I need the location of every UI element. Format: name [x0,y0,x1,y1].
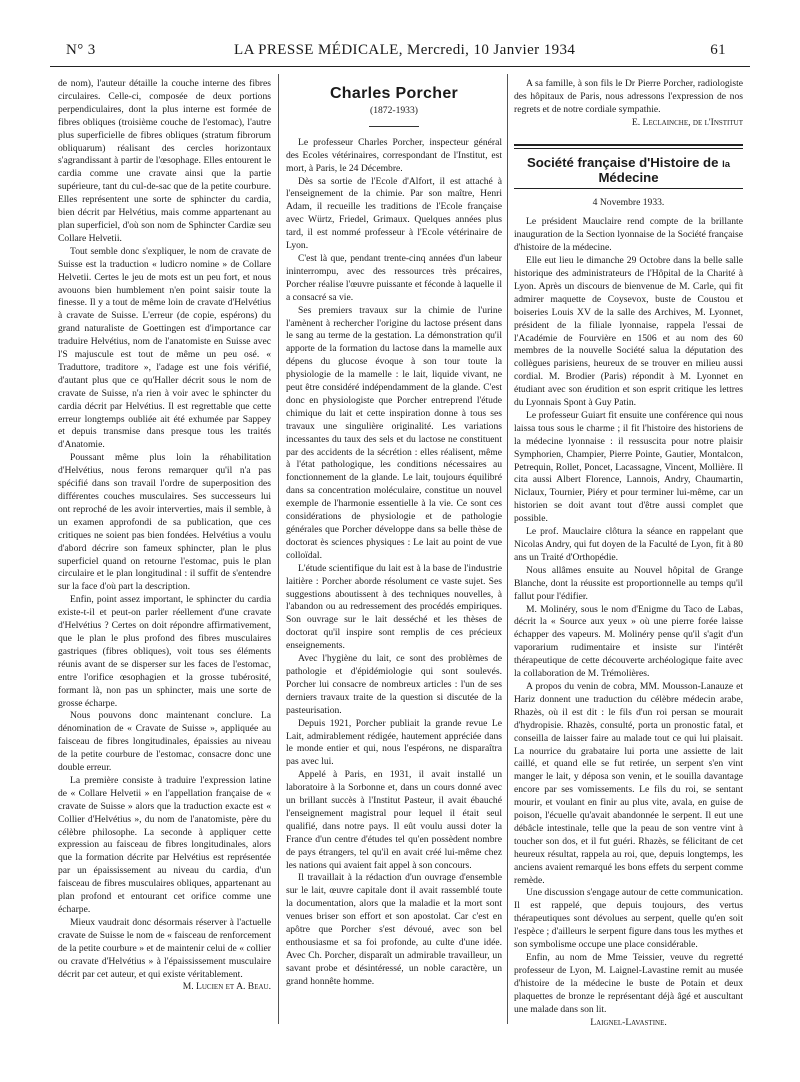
column-1 [58,78,271,994]
paragraph: Le professeur Guiart fit ensuite une conférence qui nous laissa tous sous le charme ; il fit l'histoire des historiens de la médecine lyonnaise : il ressuscita pour notre plaisir Symphorien, Champier, Pierre Pointe, Gautier, Montalcon, Petrequin, Rollet, Poncet, Lacassagne, Vincent, Mollière. Il cita aussi Albert Florence, Lannois, Andry, Chaumartin, Niclaux, Tournier, Piéry et pour terminer lui-même, car un historien se doit avant tout d'être aussi complet que possible. [514,409,743,525]
title-rule [369,126,419,127]
obituary-title: Charles Porcher [329,85,459,102]
section-title: Société française d'Histoire de la Médecine [526,154,731,185]
paragraph: A sa famille, à son fils le Dr Pierre Porcher, radiologiste des hôpitaux de Paris, nous adressons l'expression de nos regrets et de notre cordiale sympathie. [514,78,743,115]
paragraph: Elle eut lieu le dimanche 29 Octobre dans la belle salle historique des administrateurs de l'Hôpital de la Charité à Lyon. Après un discours de bienvenue de M. Carle, qui fit admirer maquette de Coysevox, buste de Coustou et boiseries Louis XV de la salle des Archives, M. Lyonnet, président de la filiale lyonnaise, rappela l'essai de l'Académie de Fourvière en 1506 et au nom des 60 membres de la nouvelle Société salua la députation des collègues parisiens, heureux de se trouver en milieu aussi cordial. M. Brodier (Paris) répondit à M. Lyonnet en étudiant avec son érudition et son esprit critique les lettres du Lyonnais Spont à Guy Patin. [514,255,743,409]
page-header [66,42,726,64]
section-rule [514,188,743,189]
column-2 [286,78,502,989]
paragraph: Ses premiers travaux sur la chimie de l'urine l'amènent à rechercher l'origine du lactose présent dans le sang au terme de la gestation. La démonstration qu'il apporte de la formation du lactose dans la mamelle aux dépens du glucose évoque à son tour toute la physiologie de la mamelle : le lait, liquide vivant, ne peut être considéré indépendamment de la glande. C'est donc en physiologiste que Porcher entreprend l'étude chimique du lait et cette inspiration donne à tous ses travaux une singulière originalité. Les variations incessantes du taux des sels et du lactose ne constituent par des accidents de la sécrétion : elles réalisent, même à l'état pathologique, les conditions nécessaires au fonctionnement de la glande. Le lait, toujours équilibré dans sa concentration moléculaire, constitue un nouvel exemple de l'harmonie essentielle à la vie. Ce sont ces considérations de physiologie et de pathologie générales que Porcher développe dans sa belle thèse de doctorat ès sciences physiques : Le lait au point de vue colloïdal. [286,304,502,561]
paragraph: Depuis 1921, Porcher publiait la grande revue Le Lait, admirablement rédigée, hautement appréciée dans le monde entier et qui, nous l'espérons, ne disparaîtra pas avec lui. [286,717,502,768]
paragraph: Nous pouvons donc maintenant conclure. La dénomination de « Cravate de Suisse », appliquée au faisceau de fibres longitudinales, épaissies au niveau de la petite courbure de l'estomac, consacre donc une double erreur. [58,710,271,774]
page-number: 61 [710,42,726,58]
section-rule [514,148,743,149]
section-rule [514,144,743,146]
paragraph: M. Molinéry, sous le nom d'Enigme du Taco de Labas, décrit la « Source aux yeux » où une pierre forée laisse échapper des vapeurs. M. Molinéry pense qu'il s'agit d'un vaporarium rudimentaire et insiste sur l'intérêt thérapeutique de cette découverte archéologique faite avec la collaboration de M. Trémolières. [514,603,743,680]
column-divider [278,74,279,1024]
paragraph: de nom), l'auteur détaille la couche interne des fibres circulaires. Celle-ci, composée de deux portions perpendiculaires, dont la plus interne est formée de fibres obliques (troisième couche de l'estomac), l'autre plus superficielle de fibres obliques (stratum fibrorum obliquarum) réalisant des cercles horizontaux s'agrandissant à partir de l'œsophage. Elles entourent le cardia comme une cravate ainsi que la partie supérieure, tant du cul-de-sac que de la petite courbure. Elles représentent une sorte de sphincter du cardia, bien décrit par Helvétius, mais comme appartenant au plan superficiel, d'où son nom de Sphincter Cardiæ seu Collare Helvetii. [58,78,271,244]
paragraph: Tout semble donc s'expliquer, le nom de cravate de Suisse est la traduction « ludicro nomine » de Collare Helvetii. Certes le jeu de mots est un peu fort, et nous avouons bien humblement n'en point saisir toute la finesse. Il y a tout de même loin de cravate d'Helvétius à cravate de Suisse. L'erreur (de copie, espérons) du grand naturaliste de Goettingen est d'importance car traduire Helvétius, nom de l'anatomiste en Suisse avec l'S majuscule est tout de même un peu osé. « Traduttore, traditore », l'adage est une fois vérifié, d'autant plus que ce qu'Haller décrit sous le nom de cravate de Suisse, n'a rien à voir avec le sphincter du cardia décrit par Helvétius. Il est regrettable que cette erreur longtemps oubliée ait été exhumée par Sappey et depuis transmise dans presque tous les traités d'Anatomie. [58,245,271,451]
paragraph: Le président Mauclaire rend compte de la brillante inauguration de la Section lyonnaise de la Société française d'histoire de la médecine. [514,216,743,254]
paragraph: Enfin, point assez important, le sphincter du cardia existe-t-il et peut-on parler réellement d'une cravate d'Helvétius ? Certes on doit répondre affirmativement, que le plan le plus profond des fibres musculaires gastriques (fibres obliques), voit tous ses éléments réunis avant de se disperser sur les faces de l'estomac, entre l'orifice œsophagien et la grosse tubérosité, formant là, non pas un sphincter, mais une sorte de grosse écharpe. [58,594,271,709]
paragraph: Il travaillait à la rédaction d'un ouvrage d'ensemble sur le lait, œuvre capitale dont il avait rassemblé toute la documentation, alors que la maladie et la mort sont venues briser son effort et son apostolat. Car c'est en apôtre que Porcher s'est dévoué, avec son bel enthousiasme et sa foi profonde, au culte d'une idée. Avec Ch. Porcher, disparaît un admirable travailleur, un savant probe et désintéressé, un noble caractère, un grand honnête homme. [286,872,502,987]
column-divider [507,74,508,1024]
journal-title: LA PRESSE MÉDICALE, Mercredi, 10 Janvier 1934 [234,42,576,58]
article-signature: M. Lucien et A. Beau. [182,981,271,993]
paragraph: Nous allâmes ensuite au Nouvel hôpital de Grange Blanche, dont la réussite est proportionnelle au temps qu'il fallut pour l'édifier. [514,564,743,602]
paragraph: Le prof. Mauclaire clôtura la séance en rappelant que Nicolas Andry, qui fut doyen de la Faculté de Lyon, fit à 80 ans un Traité d'Orthopédie. [514,526,743,563]
article-signature: Laignel-Lavastine. [590,1016,667,1028]
paragraph: Appelé à Paris, en 1931, il avait installé un laboratoire à la Sorbonne et, dans un cours donné avec un brillant succès à l'Institut Pasteur, il avait ébauché l'enseignement magistral pour lequel il était seul qualifié, dans notre pays. Il eût voulu aussi doter la France d'un centre d'études tel qu'en possèdent nombre de pays étrangers, tel qu'il en avait créé lui-même chez les nations qui avaient fait appel à son concours. [286,769,502,871]
column-3 [514,78,743,1029]
paragraph: La première consiste à traduire l'expression latine de « Collare Helvetii » en l'appellation française de « cravate de Suisse » alors que la traduction exacte est « Collier d'Helvétius », du nom de l'anatomiste, père du célèbre philosophe. La seconde à appliquer cette expression au faisceau de fibres longitudinales, alors que la formation décrite par Helvétius est représentée par un épaississement au niveau du cardia, d'un faisceau de fibres musculaires obliques, appartenant au plan profond et entourant cet orifice comme une écharpe. [58,774,271,915]
paragraph: A propos du venin de cobra, MM. Mousson-Lanauze et Hariz donnent une traduction du célèbre médecin arabe, Rhazès, où il est dit : le fils d'un roi persan se mourait d'hydropisie. Rhazès, consulté, porta un pronostic fatal, et conseilla de laisser faire au malade tout ce qui lui plaisait. La nourrice du grabataire lui porta une assiette de lait caillé, et quand elle se fut retirée, un serpent s'en vint manger le lait, y déposa son venin, et le souilla davantage encore par ses vomissements. Le fils du roi, se sentant mourir, et voulant en finir au plus vite, avala, en guise de poison, l'écuelle qu'avait abandonnée le serpent. Il eut une débâcle intestinale, telle que la peau de son ventre vint à toucher son dos, et il fut guéri. Rhazès, se félicitant de cet heureux résultat, rappela au roi, que, depuis longtemps, les anciens avaient remarqué les bons effets du serpent comme remède. [514,680,743,886]
paragraph: Enfin, au nom de Mme Teissier, veuve du regretté professeur de Lyon, M. Laignel-Lavastine remit au musée d'histoire de la médecine le buste de Potain et deux plaquettes de bronze le représentant déjà âgé et auscultant une malade dans son lit. [514,952,743,1015]
article-signature: E. Leclainche, de l'Institut [631,116,743,128]
paragraph: L'étude scientifique du lait est à la base de l'industrie laitière : Porcher aborde résolument ce vaste sujet. Ses suggestions aboutissent à des techniques nouvelles, à l'abandon ou au redressement des procédés empiriques. Son ouvrage sur le lait desséché et les thèses de doctorat qu'il inspire sont remplis de ces précieux enseignements. [286,562,502,652]
obituary-dates: (1872-1933) [370,104,418,116]
paragraph: Mieux vaudrait donc désormais réserver à l'actuelle cravate de Suisse le nom de « faisceau de renforcement de la petite courbure » et de maintenir celui de « collier ou cravate d'Helvétius » à l'épaississement musculaire décrit par cet auteur, et qui existe véritablement. [58,916,271,980]
paragraph: Le professeur Charles Porcher, inspecteur général des Ecoles vétérinaires, correspondant de l'Institut, est mort, à Paris, le 24 Décembre. [286,136,502,174]
issue-number: N° 3 [66,42,96,58]
header-rule [50,66,750,67]
session-date: 4 Novembre 1933. [592,197,665,209]
paragraph: Une discussion s'engage autour de cette communication. Il est rappelé, que depuis toujours, des vertus thérapeutiques sont dévolues au serpent, quelle qu'en soit l'espèce ; d'ailleurs le serpent figure dans tous les mythes et son symbolisme occupe une place considérable. [514,887,743,951]
paragraph: C'est là que, pendant trente-cinq années d'un labeur ininterrompu, avec des ressources très précaires, Porcher réalise l'œuvre puissante et féconde à laquelle il a consacré sa vie. [286,252,502,303]
paragraph: Dès sa sortie de l'Ecole d'Alfort, il est attaché à l'enseignement de la chimie. Par son maître, Henri Adam, il recueille les traditions de l'Ecole française avec Würtz, Friedel, Grimaux. Quelques années plus tard, il est nommé professeur à l'Ecole vétérinaire de Lyon. [286,175,502,252]
paragraph: Avec l'hygiène du lait, ce sont des problèmes de pathologie et d'épidémiologie qui sont soulevés. Porcher lui consacre de nombreux articles : l'un de ses derniers travaux traite de la question si discutée de la pasteurisation. [286,653,502,716]
paragraph: Poussant même plus loin la réhabilitation d'Helvétius, nous ferons remarquer qu'il n'a pas spécifié dans son travail l'ordre de superposition des différentes couches musculaires. Ses successeurs lui ont reproché de les avoir interverties, mais il semble, à un examen approfondi de sa publication, que ces critiques ne soient pas bien fondées. Helvétius a voulu d'abord décrire son fameux sphincter, plan le plus superficiel quand on retourne l'estomac, puis le plan circulaire et le plan longitudinal : il suffit de s'entendre sur la face d'où part la description. [58,452,271,593]
